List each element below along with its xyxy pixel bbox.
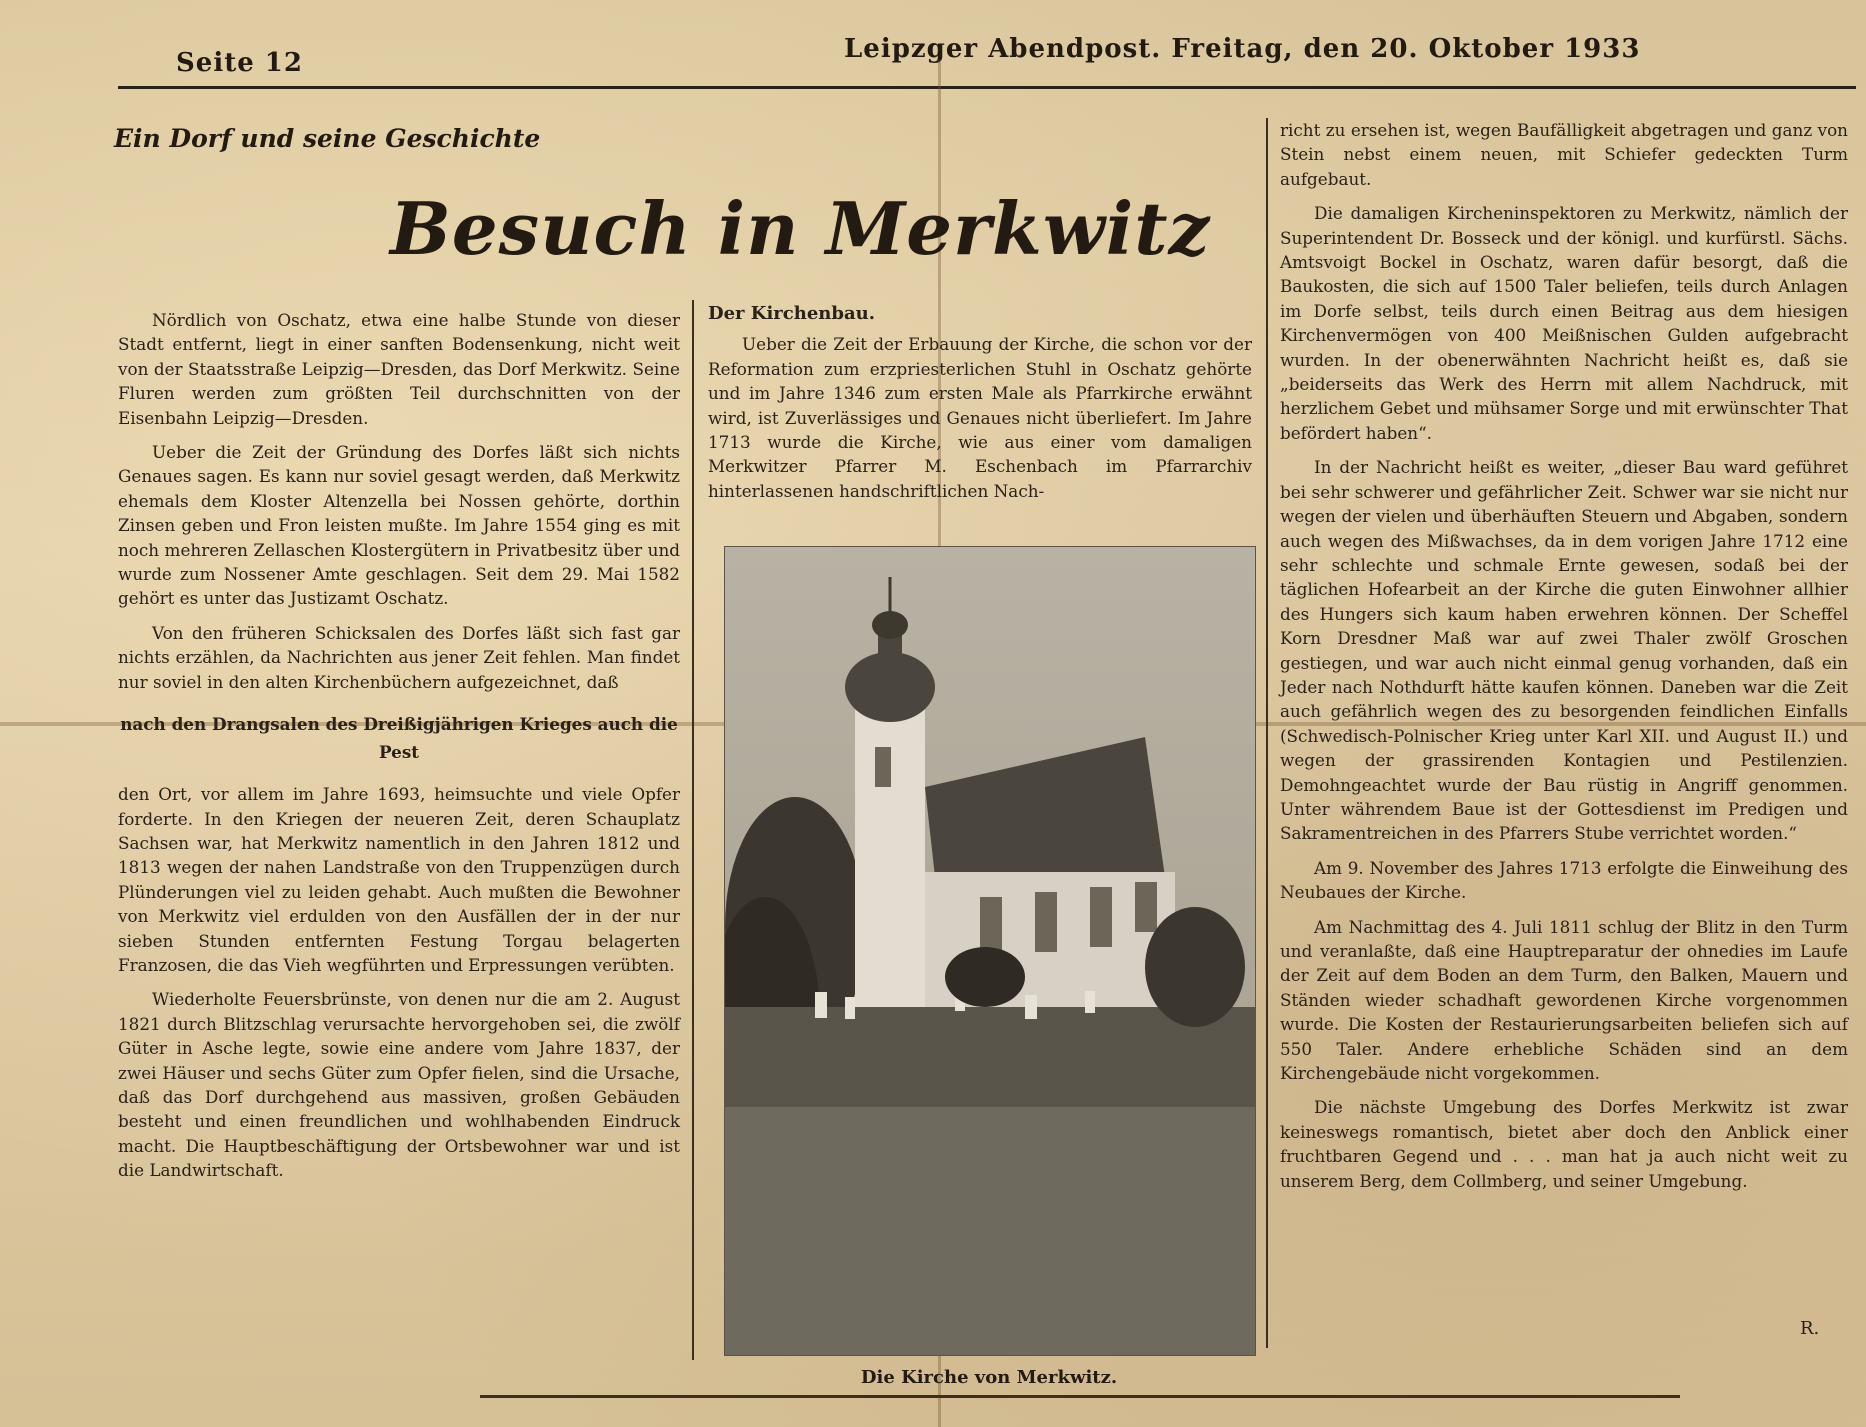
column-rule <box>692 300 694 1360</box>
page-number: Seite 12 <box>176 48 303 78</box>
paragraph: den Ort, vor allem im Jahre 1693, heimsuchte und viele Opfer forderte. In den Kriegen der neueren Zeit, deren Schauplatz Sachsen war, hat Merkwitz namentlich in den Jahren 1812 und 1813 wegen der nahen Landstraße von den Truppenzügen durch Plünderungen viel zu leiden gehabt. Auch mußten die Bewohner von Merkwitz viel erdulden von den Ausfällen der in der nur sieben Stunden entfernten Festung Torgau belagerten Franzosen, die das Vieh wegführten und Erpressungen verübten. <box>118 784 680 975</box>
paragraph: richt zu ersehen ist, wegen Baufälligkeit abgetragen und ganz von Stein nebst einem neuen, mit Schiefer gedeckten Turm aufgebaut. <box>1280 120 1848 189</box>
masthead: Leipzger Abendpost. Freitag, den 20. Oktober 1933 <box>844 34 1641 64</box>
paragraph: Ueber die Zeit der Erbauung der Kirche, die schon vor der Reformation zum erzpriesterlichen Stuhl in Oschatz gehörte und im Jahre 1346 zum ersten Male als Pfarrkirche erwähnt wird, ist Zuverlässiges und Genaues nicht überliefert. Im Jahre 1713 wurde die Kirche, wie aus einer vom damaligen Merkwitzer Pfarrer M. Eschenbach im Pfarrarchiv hinterlassenen handschriftlichen Nach- <box>708 334 1252 501</box>
header-rule <box>118 86 1856 89</box>
paragraph: Ueber die Zeit der Gründung des Dorfes läßt sich nichts Genaues sagen. Es kann nur soviel gesagt werden, daß Merkwitz ehemals dem Kloster Altenzella bei Nossen gehörte, dorthin Zinsen geben und Fron leisten mußte. Im Jahre 1554 ging es mit noch mehreren Zellaschen Klostergütern in Privatbesitz über und wurde zum Nossener Amte geschlagen. Seit dem 29. Mai 1582 gehört es unter das Justizamt Oschatz. <box>118 442 680 609</box>
paragraph: Nördlich von Oschatz, etwa eine halbe Stunde von dieser Stadt entfernt, liegt in einer sanften Bodensenkung, nicht weit von der Staatsstraße Leipzig—Dresden, das Dorf Merkwitz. Seine Fluren werden zum größten Teil durchschnitten von der Eisenbahn Leipzig—Dresden. <box>118 310 680 428</box>
section-heading: Der Kirchenbau. <box>708 303 875 324</box>
paragraph: Von den früheren Schicksalen des Dorfes läßt sich fast gar nichts erzählen, da Nachrichten aus jener Zeit fehlen. Man findet nur soviel in den alten Kirchenbüchern aufgezeichnet, daß <box>118 622 680 692</box>
column-3 <box>1280 118 1848 1203</box>
author-signature: R. <box>1800 1318 1820 1339</box>
paragraph: Wiederholte Feuersbrünste, von denen nur die am 2. August 1821 durch Blitzschlag verursachte hervorgehoben sei, die zwölf Güter in Asche legte, sowie eine andere vom Jahre 1837, der zwei Häuser und sechs Güter zum Opfer fielen, sind die Ursache, daß das Dorf durchgehend aus massiven, großen Gebäuden besteht und einen freundlichen und wohlhabenden Eindruck macht. Die Hauptbeschäftigung der Ortsbewohner war und ist die Landwirtschaft. <box>118 989 680 1181</box>
subheading: nach den Drangsalen des Dreißigjährigen Krieges auch die Pest <box>120 714 678 763</box>
church-photo <box>724 546 1256 1356</box>
column-rule <box>1266 118 1268 1348</box>
article-kicker: Ein Dorf und seine Geschichte <box>114 124 541 153</box>
column-1 <box>118 308 680 1193</box>
paragraph: Am 9. November des Jahres 1713 erfolgte die Einweihung des Neubaues der Kirche. <box>1280 857 1848 903</box>
paragraph: Die nächste Umgebung des Dorfes Merkwitz ist zwar keineswegs romantisch, bietet aber doch den Anblick einer fruchtbaren Gegend und . . . man hat ja auch nicht weit zu unserem Berg, dem Collmberg, und seiner Umgebung. <box>1280 1097 1848 1191</box>
paragraph: Am Nachmittag des 4. Juli 1811 schlug der Blitz in den Turm und veranlaßte, daß eine Hauptreparatur der ohnedies im Laufe der Zeit auf dem Boden an dem Turm, den Balken, Mauern und Ständen wieder schadhaft gewordenen Kirche vorgenommen wurde. Die Kosten der Restaurierungsarbeiten beliefen sich auf 550 Taler. Andere erhebliche Schäden sind an dem Kirchengebäude nicht vorgekommen. <box>1280 916 1848 1084</box>
paragraph: In der Nachricht heißt es weiter, „dieser Bau ward geführet bei sehr schwerer und gefährlicher Zeit. Schwer war sie nicht nur wegen der vielen und überhäuften Steuern und Abgaben, sondern auch wegen des Mißwachses, da in dem vorigen Jahre 1712 eine sehr schlechte und schmale Ernte gewesen, sodaß bei der täglichen Hofearbeit an der Kirche die guten Einwohner allhier des Hungers sich kaum haben erwehren können. Der Scheffel Korn Dresdner Maß war auf zwei Thaler zwölf Groschen gestiegen, und war auch nicht einmal genug vorhanden, daß ein Jeder nach Nothdurft hätte kaufen können. Daneben war die Zeit auch gefährlich wegen des zu besorgenden feindlichen Einfalls (Schwedisch-Polnischer Krieg unter Karl XII. und August II.) und wegen der grassirenden Kontagien und Pestilenzien. Demohngeachtet wurde der Bau rüstig in Angriff genommen. Unter währendem Baue ist der Gottesdienst im Predigen und Sakramentreichen in des Pfarrers Stube verrichtet worden.“ <box>1280 457 1848 844</box>
church-illustration <box>725 547 1255 1355</box>
column-2 <box>708 302 1252 513</box>
article-headline: Besuch in Merkwitz <box>390 186 1211 271</box>
paragraph: Die damaligen Kircheninspektoren zu Merkwitz, nämlich der Superintendent Dr. Bosseck und der königl. und kurfürstl. Sächs. Amtsvoigt Bockel in Oschatz, waren dafür besorgt, daß die Baukosten, die sich auf 1500 Taler beliefen, teils durch Anlagen im Dorfe selbst, teils durch einen Beitrag aus dem hiesigen Kirchenvermögen von 400 Meißnischen Gulden aufgebracht wurden. In der obenerwähnten Nachricht heißt es, daß sie „beiderseits das Werk des Herrn mit allem Nachdruck, mit herzlichem Gebet und mühsamer Sorge und mit erwünschter That befördert haben“. <box>1280 203 1848 443</box>
bottom-rule <box>480 1395 1680 1398</box>
photo-caption: Die Kirche von Merkwitz. <box>860 1367 1118 1388</box>
